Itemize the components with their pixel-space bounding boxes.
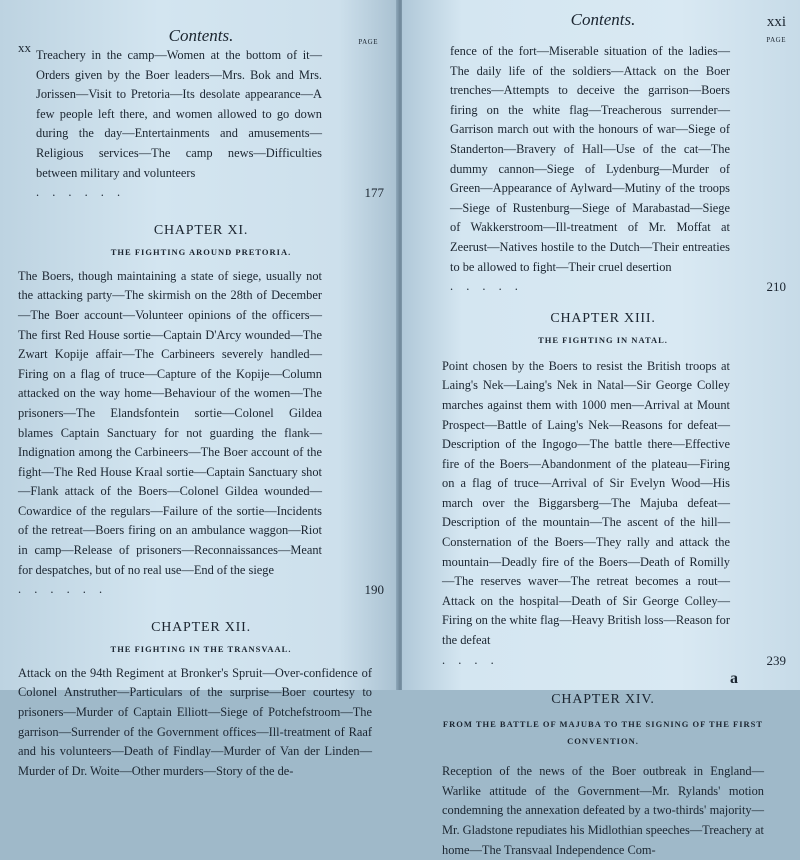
leader-dots: . . . . . .	[18, 582, 108, 597]
entry-text: Attack on the 94th Regiment at Bronker's Spruit—Over-confidence of Colonel Anstruther—Particulars of the surprise—Boer courtesy to prisoners—Murder of Captain Elliott—Siege of Potchefstroom—The garrison—Surrender of the Government offices—Ill-treatment of Raaf and his volunteers—Death of Findlay—Murder of Van der Linden—Murder of Dr. Woite—Other murders—Story of the de-	[18, 665, 372, 778]
contents-entry-chapter-14	[420, 762, 786, 860]
right-running-title: Contents.	[570, 10, 636, 29]
contents-entry-chapter-11	[18, 267, 384, 600]
chapter-14-subtitle: FROM THE BATTLE OF MAJUBA TO THE SIGNING OF THE FIRST CONVENTION.	[442, 719, 764, 747]
chapter-12-heading: CHAPTER XII.	[151, 619, 251, 635]
leader-dots: . . . . .	[450, 279, 523, 294]
chapter-11-heading: CHAPTER XI.	[153, 222, 249, 238]
chapter-11-subtitle: THE FIGHTING AROUND PRETORIA.	[110, 246, 292, 257]
contents-entry-continued	[420, 42, 786, 297]
right-page-number: xxi	[766, 14, 786, 30]
entry-text: The Boers, though maintaining a state of siege, usually not the attacking party—The skirmish on the 28th of December—The Boer account—Volunteer opinions of the officers—The first Red House sortie—Captain D'Arcy wounded—The Zwart Kopije affair—The Carbineers severely handled—Firing on a flag of truce—Capture of the Kopije—Column attacked on the way home—Behaviour of the women—The prisoners—The Elandsfontein sortie—Colonel Gildea blames Captain Sanctuary for not guarding the flank—Indignation among the Carbineers—The Boer account of the fight—The Red House Kraal sortie—Captain Sanctuary shot—Flank attack of the Boers—Colonel Gildea wounded—Cowardice of the regulars—Failure of the sortie—Incidents of the retreat—Boers firing on an ambulance waggon—Riot in camp—Release of prisoners—Reconnaissances—Meant for despatches, but of no real use—End of the siege	[18, 268, 322, 577]
left-page-number: xx	[18, 40, 31, 55]
left-page-column-label: PAGE	[358, 38, 378, 46]
entry-text: Reception of the news of the Boer outbreak in England—Warlike attitude of the Government—Mr. Rylands' motion condemning the annexation defeated by a two-thirds' majority—Mr. Gladstone repudiates his Midlothian speeches—Treachery at home—The Transvaal Independence Com-	[442, 764, 764, 857]
leader-dots: . . . . . .	[36, 185, 126, 200]
chapter-12-subtitle: THE FIGHTING IN THE TRANSVAAL.	[110, 643, 292, 654]
left-running-head	[18, 12, 384, 55]
right-page-column-label: PAGE	[766, 36, 786, 44]
entry-page: 177	[364, 185, 384, 201]
contents-entry-chapter-12	[18, 664, 384, 782]
chapter-13-subtitle: THE FIGHTING IN NATAL.	[538, 334, 668, 345]
right-page	[402, 0, 800, 857]
entry-page: 210	[766, 279, 786, 295]
entry-page: 239	[766, 652, 786, 668]
right-running-head	[420, 8, 786, 42]
entry-page: 190	[364, 582, 384, 598]
chapter-13-heading: CHAPTER XIII.	[550, 310, 656, 326]
contents-entry-treachery	[18, 46, 384, 203]
entry-text: fence of the fort—Miserable situation of the ladies—The daily life of the soldiers—Attack on the Boer trenches—Attempts to deceive the garrison—Boers firing on the white flag—Treacherous surrender—Garrison march out with the honours of war—Siege of Standerton—Bravery of Hall—Use of the cat—The dummy cannon—Siege of Lydenburg—Murder of Green—Appearance of Aylward—Mutiny of the troops—Siege of Rustenburg—Siege of Marabastad—Siege of Wakkerstroom—Ill-treatment of Mr. Moffat at Zeerust—Natives hostile to the Dutch—Their entreaties to be allowed to fight—Their cruel desertion	[450, 44, 730, 274]
entry-text: Point chosen by the Boers to resist the British troops at Laing's Nek—Laing's Nek in Natal—Sir George Colley marches against them with 1000 men—Arrival at Mount Prospect—Battle of Laing's Nek—Reasons for defeat—Description of the Ingogo—The battle there—Effective fire of the Boers—Abandonment of the plateau—Firing on a flag of truce—Arrival of Sir Evelyn Wood—His march over the Biggarsberg—The Majuba defeat—Description of the mountain—The ascent of the hill—Consternation of the Boers—They rally and attack the mountain—Deadly fire of the Boers—Death of Romilly—The reserves waver—The retreat becomes a rout—Attack on the hospital—Death of Sir George Colley—Firing on the white flag—Heavy British loss—Reason for the defeat	[442, 358, 730, 648]
chapter-14-heading: CHAPTER XIV.	[551, 692, 655, 708]
left-page	[0, 0, 398, 778]
contents-entry-chapter-13	[420, 357, 786, 671]
left-running-title: Contents.	[168, 26, 234, 45]
signature-mark: a	[730, 670, 738, 687]
entry-text: Treachery in the camp—Women at the bottom of it—Orders given by the Boer leaders—Mrs. Bok and Mrs. Jorissen—Visit to Pretoria—Its desolate appearance—A few people left there, and women allowed to go down during the day—Entertainments and amusements—Religious services—The camp news—Difficulties between military and volunteers	[36, 48, 322, 180]
leader-dots: . . . .	[442, 652, 499, 667]
